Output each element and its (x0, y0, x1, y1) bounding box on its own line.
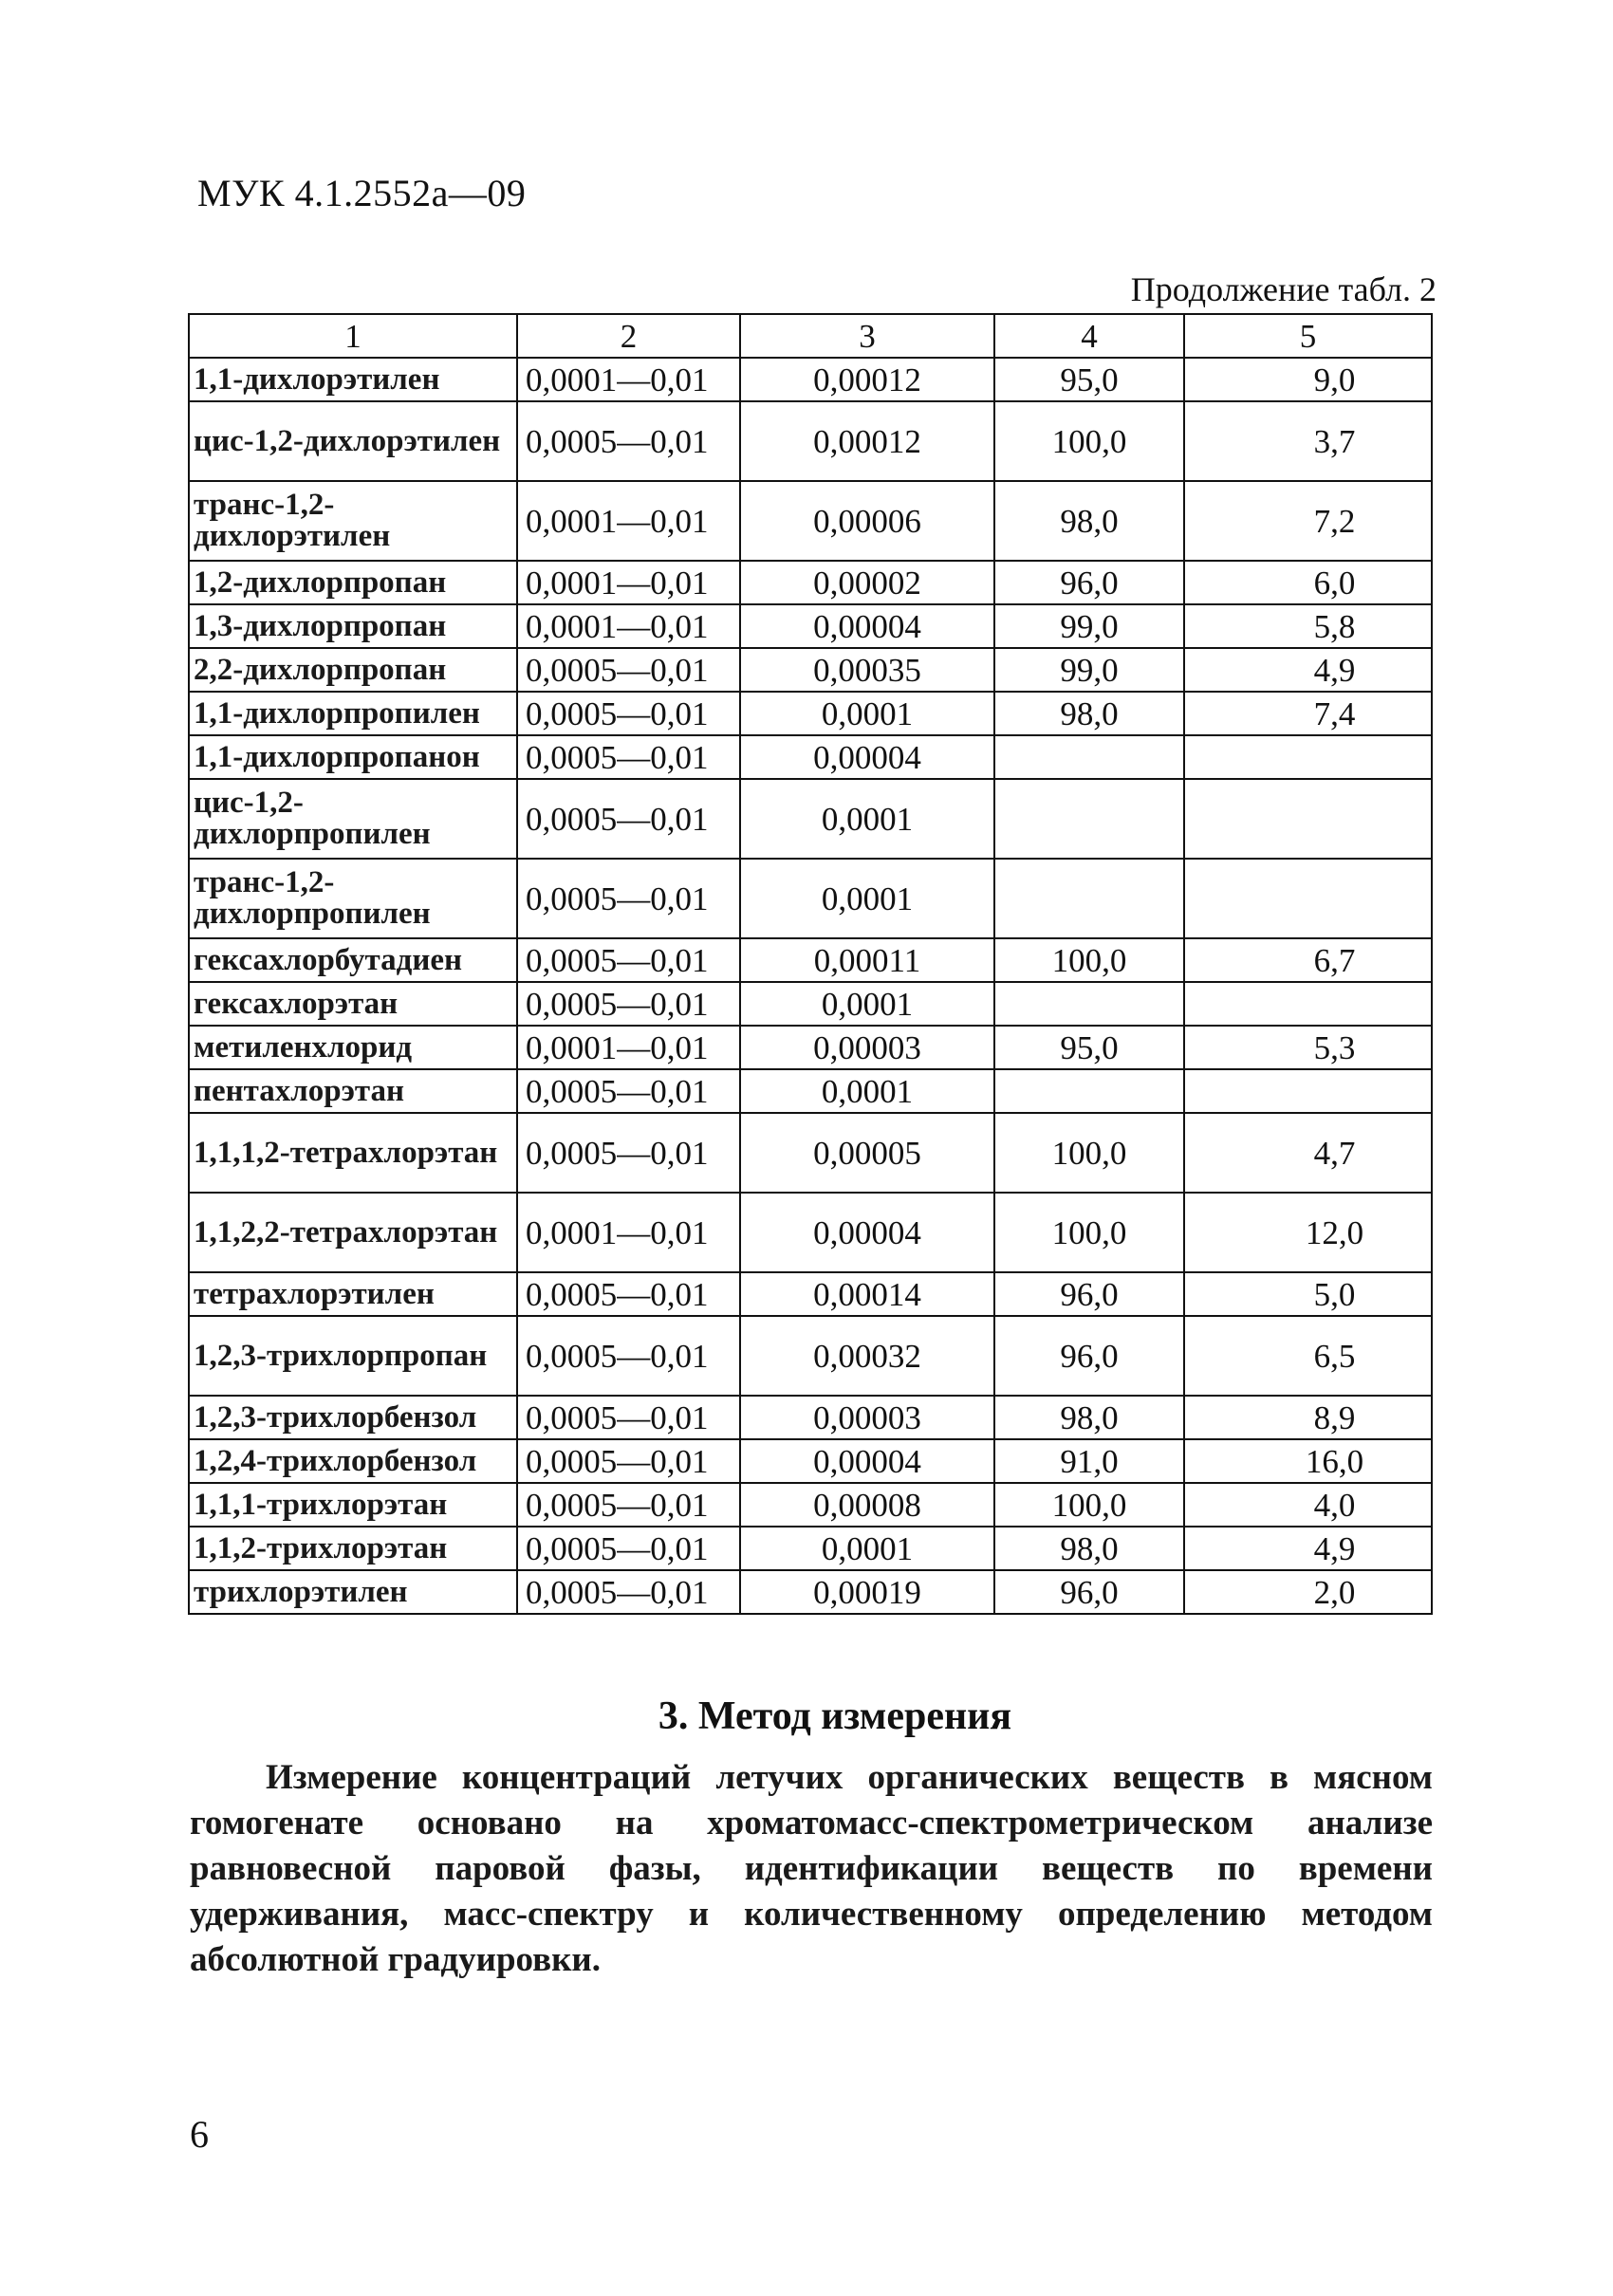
substance-cell: цис-1,2-дихлорэтилен (189, 401, 517, 481)
range-cell: 0,0005—0,01 (517, 401, 740, 481)
column-header: 2 (517, 314, 740, 358)
error-cell: 5,8 (1184, 604, 1432, 648)
limit-cell: 0,00005 (740, 1113, 994, 1193)
substance-cell: гексахлорбутадиен (189, 938, 517, 982)
range-cell: 0,0001—0,01 (517, 561, 740, 604)
error-cell: 7,2 (1184, 481, 1432, 561)
section-body: Измерение концентраций летучих органических веществ в мясном гомогенате основано на хроматомасс-спектрометрическом анализе равновесной паровой фазы, идентификации веществ по времени удерживания, масс-спектру и количественному определению методом абсолютной градуировки. (190, 1758, 1433, 1979)
range-cell: 0,0005—0,01 (517, 735, 740, 779)
substance-cell: 1,1-дихлорэтилен (189, 358, 517, 401)
table-row (189, 1113, 1432, 1193)
limit-cell: 0,00019 (740, 1570, 994, 1614)
substance-cell: тетрахлорэтилен (189, 1272, 517, 1316)
error-cell: 4,7 (1184, 1113, 1432, 1193)
error-cell: 4,9 (1184, 1527, 1432, 1570)
range-cell: 0,0005—0,01 (517, 938, 740, 982)
substance-cell: трихлорэтилен (189, 1570, 517, 1614)
error-cell: 3,7 (1184, 401, 1432, 481)
substance-cell: 1,1-дихлорпропилен (189, 692, 517, 735)
range-cell: 0,0005—0,01 (517, 1396, 740, 1439)
table-row (189, 1316, 1432, 1396)
substance-cell: 1,1,1,2-тетрахлорэтан (189, 1113, 517, 1193)
error-cell (1184, 735, 1432, 779)
table-row (189, 1396, 1432, 1439)
error-cell: 4,9 (1184, 648, 1432, 692)
substance-cell: 1,1-дихлорпропанон (189, 735, 517, 779)
error-cell: 7,4 (1184, 692, 1432, 735)
error-cell: 16,0 (1184, 1439, 1432, 1483)
table-row (189, 358, 1432, 401)
range-cell: 0,0005—0,01 (517, 1316, 740, 1396)
table-row (189, 561, 1432, 604)
table-row (189, 481, 1432, 561)
error-cell: 12,0 (1184, 1193, 1432, 1272)
substance-cell: 1,1,2,2-тетрахлорэтан (189, 1193, 517, 1272)
section-title: 3. Метод измерения (658, 1694, 1012, 1738)
limit-cell: 0,00004 (740, 604, 994, 648)
substance-cell: транс-1,2-дихлорэтилен (189, 481, 517, 561)
recovery-cell: 98,0 (994, 481, 1184, 561)
table-row (189, 735, 1432, 779)
range-cell: 0,0001—0,01 (517, 1193, 740, 1272)
table-header-row (189, 314, 1432, 358)
column-header: 5 (1184, 314, 1432, 358)
limit-cell: 0,0001 (740, 692, 994, 735)
recovery-cell (994, 859, 1184, 938)
range-cell: 0,0001—0,01 (517, 1026, 740, 1069)
recovery-cell: 98,0 (994, 1527, 1184, 1570)
limit-cell: 0,0001 (740, 982, 994, 1026)
substance-cell: метиленхлорид (189, 1026, 517, 1069)
substance-cell: транс-1,2-дихлорпропилен (189, 859, 517, 938)
substance-cell: 2,2-дихлорпропан (189, 648, 517, 692)
recovery-cell: 100,0 (994, 938, 1184, 982)
substance-cell: цис-1,2-дихлорпропилен (189, 779, 517, 859)
recovery-cell: 100,0 (994, 1113, 1184, 1193)
range-cell: 0,0005—0,01 (517, 1272, 740, 1316)
range-cell: 0,0005—0,01 (517, 1527, 740, 1570)
table-row (189, 779, 1432, 859)
limit-cell: 0,00011 (740, 938, 994, 982)
recovery-cell: 96,0 (994, 561, 1184, 604)
limit-cell: 0,0001 (740, 1527, 994, 1570)
range-cell: 0,0005—0,01 (517, 1483, 740, 1527)
limit-cell: 0,0001 (740, 1069, 994, 1113)
error-cell (1184, 1069, 1432, 1113)
error-cell: 6,7 (1184, 938, 1432, 982)
limit-cell: 0,00035 (740, 648, 994, 692)
limit-cell: 0,0001 (740, 859, 994, 938)
table-row (189, 1193, 1432, 1272)
error-cell (1184, 982, 1432, 1026)
recovery-cell (994, 779, 1184, 859)
recovery-cell: 100,0 (994, 1483, 1184, 1527)
recovery-cell: 91,0 (994, 1439, 1184, 1483)
table-row (189, 1026, 1432, 1069)
range-cell: 0,0001—0,01 (517, 358, 740, 401)
table-row (189, 1483, 1432, 1527)
substance-cell: 1,2,3-трихлорпропан (189, 1316, 517, 1396)
error-cell: 2,0 (1184, 1570, 1432, 1614)
error-cell (1184, 779, 1432, 859)
range-cell: 0,0005—0,01 (517, 982, 740, 1026)
table-row (189, 982, 1432, 1026)
recovery-cell: 95,0 (994, 358, 1184, 401)
table-row (189, 401, 1432, 481)
recovery-cell: 100,0 (994, 1193, 1184, 1272)
table-caption: Продолжение табл. 2 (1130, 270, 1437, 308)
column-header: 4 (994, 314, 1184, 358)
limit-cell: 0,00004 (740, 1439, 994, 1483)
recovery-cell: 99,0 (994, 604, 1184, 648)
range-cell: 0,0005—0,01 (517, 692, 740, 735)
recovery-cell: 96,0 (994, 1570, 1184, 1614)
recovery-cell: 96,0 (994, 1316, 1184, 1396)
data-table (188, 313, 1433, 1615)
table-row (189, 692, 1432, 735)
substance-cell: 1,2,4-трихлорбензол (189, 1439, 517, 1483)
recovery-cell: 96,0 (994, 1272, 1184, 1316)
table-row (189, 938, 1432, 982)
recovery-cell: 98,0 (994, 1396, 1184, 1439)
recovery-cell (994, 982, 1184, 1026)
limit-cell: 0,00012 (740, 401, 994, 481)
document-code: МУК 4.1.2552а—09 (197, 172, 527, 214)
substance-cell: 1,1,2-трихлорэтан (189, 1527, 517, 1570)
limit-cell: 0,00008 (740, 1483, 994, 1527)
limit-cell: 0,0001 (740, 779, 994, 859)
error-cell: 5,0 (1184, 1272, 1432, 1316)
limit-cell: 0,00014 (740, 1272, 994, 1316)
recovery-cell: 98,0 (994, 692, 1184, 735)
substance-cell: пентахлорэтан (189, 1069, 517, 1113)
range-cell: 0,0005—0,01 (517, 859, 740, 938)
recovery-cell (994, 1069, 1184, 1113)
table-row (189, 1527, 1432, 1570)
substance-cell: 1,2-дихлорпропан (189, 561, 517, 604)
substance-cell: 1,1,1-трихлорэтан (189, 1483, 517, 1527)
substance-cell: 1,3-дихлорпропан (189, 604, 517, 648)
table-row (189, 1272, 1432, 1316)
range-cell: 0,0005—0,01 (517, 1570, 740, 1614)
column-header: 3 (740, 314, 994, 358)
error-cell: 5,3 (1184, 1026, 1432, 1069)
column-header: 1 (189, 314, 517, 358)
recovery-cell: 100,0 (994, 401, 1184, 481)
page-number: 6 (190, 2113, 209, 2156)
table-row (189, 859, 1432, 938)
recovery-cell (994, 735, 1184, 779)
recovery-cell: 99,0 (994, 648, 1184, 692)
range-cell: 0,0005—0,01 (517, 648, 740, 692)
limit-cell: 0,00032 (740, 1316, 994, 1396)
limit-cell: 0,00006 (740, 481, 994, 561)
table-row (189, 604, 1432, 648)
error-cell: 8,9 (1184, 1396, 1432, 1439)
error-cell: 4,0 (1184, 1483, 1432, 1527)
limit-cell: 0,00003 (740, 1396, 994, 1439)
limit-cell: 0,00004 (740, 735, 994, 779)
range-cell: 0,0005—0,01 (517, 1069, 740, 1113)
limit-cell: 0,00003 (740, 1026, 994, 1069)
table-row (189, 648, 1432, 692)
error-cell (1184, 859, 1432, 938)
range-cell: 0,0001—0,01 (517, 481, 740, 561)
limit-cell: 0,00012 (740, 358, 994, 401)
error-cell: 6,0 (1184, 561, 1432, 604)
range-cell: 0,0005—0,01 (517, 1113, 740, 1193)
range-cell: 0,0005—0,01 (517, 779, 740, 859)
recovery-cell: 95,0 (994, 1026, 1184, 1069)
error-cell: 6,5 (1184, 1316, 1432, 1396)
substance-cell: 1,2,3-трихлорбензол (189, 1396, 517, 1439)
range-cell: 0,0005—0,01 (517, 1439, 740, 1483)
substance-cell: гексахлорэтан (189, 982, 517, 1026)
table-row (189, 1570, 1432, 1614)
error-cell: 9,0 (1184, 358, 1432, 401)
limit-cell: 0,00002 (740, 561, 994, 604)
table-row (189, 1439, 1432, 1483)
range-cell: 0,0001—0,01 (517, 604, 740, 648)
limit-cell: 0,00004 (740, 1193, 994, 1272)
table-row (189, 1069, 1432, 1113)
